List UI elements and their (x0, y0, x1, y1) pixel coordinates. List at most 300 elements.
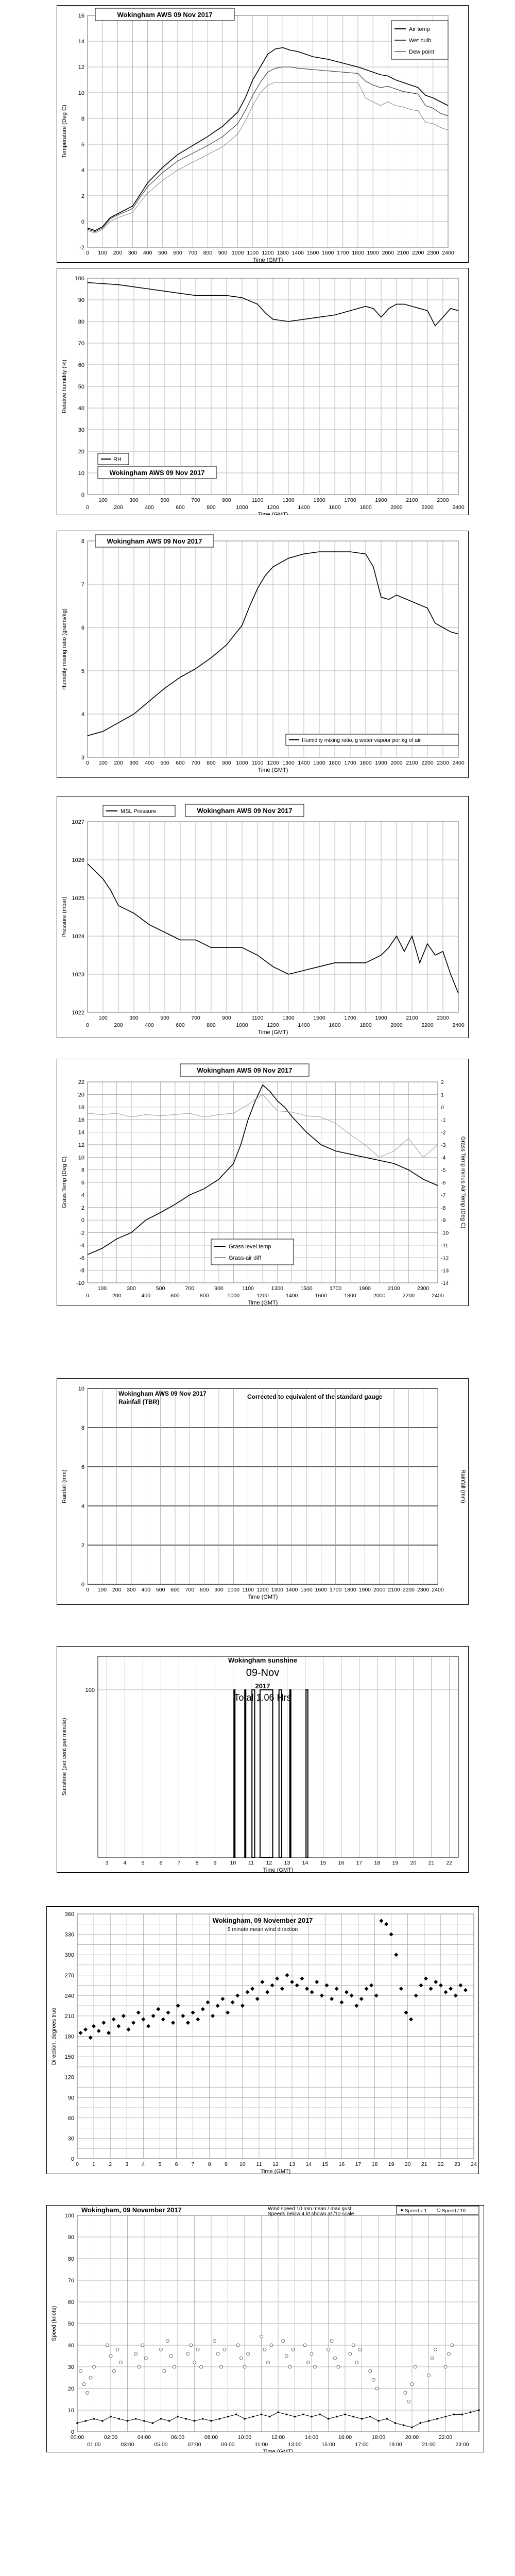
x-tick-label: 1200 (256, 1587, 269, 1593)
x-tick-label: 2200 (402, 1293, 415, 1299)
x-tick-label: 11:00 (254, 2442, 268, 2448)
y-tick-label-right: -8 (441, 1205, 446, 1211)
x-tick-label: 900 (222, 1015, 231, 1021)
x-tick-label: 2100 (388, 1285, 400, 1292)
x-tick-label: 300 (129, 760, 139, 766)
y-tick-label: 300 (64, 1952, 74, 1959)
y-tick-label: 5 (81, 668, 84, 674)
x-tick-label: 600 (170, 1587, 180, 1593)
legend-swatch (437, 2209, 440, 2212)
x-tick-label: 900 (214, 1587, 224, 1593)
y-tick-label: 1022 (72, 1010, 84, 1016)
y-tick-label: 80 (78, 319, 84, 325)
x-tick-label: 300 (129, 1015, 139, 1021)
x-axis-label: Time (GMT) (260, 2168, 291, 2174)
wind-direction-chart (46, 1906, 479, 2174)
data-point (352, 2344, 355, 2347)
x-tick-label: 07:00 (187, 2442, 201, 2448)
x-tick-label: 15 (322, 2161, 329, 2167)
x-tick-label: 2400 (442, 250, 454, 256)
data-point (444, 2365, 447, 2368)
x-tick-label: 20:00 (405, 2434, 419, 2441)
x-tick-label: 19 (392, 1860, 399, 1866)
x-tick-label: 2300 (427, 250, 439, 256)
y-tick-label: 10 (78, 1386, 84, 1392)
legend-label: Speed x 1 (405, 2208, 427, 2214)
x-tick-label: 6 (159, 1860, 163, 1866)
x-tick-label: 08:00 (204, 2434, 218, 2441)
x-tick-label: 10:00 (237, 2434, 252, 2441)
legend-label: Speed / 10 (442, 2208, 466, 2214)
x-tick-label: 06:00 (170, 2434, 185, 2441)
y-tick-label: 0 (81, 492, 84, 498)
y-tick-label: 240 (64, 1993, 74, 1999)
x-tick-label: 1500 (313, 760, 325, 766)
data-point (190, 2344, 193, 2347)
x-tick-label: 100 (97, 1587, 107, 1593)
legend-swatch (401, 2209, 403, 2211)
data-point (193, 2361, 196, 2364)
x-tick-label: 100 (98, 497, 108, 503)
y-tick-label: 4 (81, 1192, 84, 1199)
plot-area (98, 1656, 458, 1857)
x-tick-label: 700 (185, 1587, 195, 1593)
y-tick-label: 0 (81, 1217, 84, 1224)
y-tick-label: 40 (67, 2343, 74, 2349)
y-tick-label: -2 (79, 245, 84, 251)
x-tick-label: 21 (428, 1860, 435, 1866)
x-tick-label: 500 (158, 250, 167, 256)
rainfall-chart-panel (57, 1378, 469, 1605)
x-tick-label: 20 (410, 1860, 417, 1866)
data-point (106, 2344, 109, 2347)
legend-label: Dew point (409, 49, 434, 55)
x-tick-label: 1900 (367, 250, 379, 256)
chart-annotation: Corrected to equivalent of the standard gauge (247, 1393, 383, 1400)
humidity-chart-panel (57, 268, 469, 515)
x-tick-label: 1200 (256, 1293, 269, 1299)
x-tick-label: 500 (160, 760, 169, 766)
x-tick-label: 100 (98, 250, 107, 256)
chart-title: Wokingham AWS 09 Nov 2017 (197, 1066, 293, 1074)
y-tick-label-right: -6 (441, 1180, 446, 1186)
x-tick-label: 1200 (267, 504, 279, 511)
legend-label: Air temp (409, 26, 430, 32)
chart-title: Wokingham sunshine (228, 1656, 298, 1664)
x-tick-label: 8 (195, 1860, 199, 1866)
y-tick-label: -10 (76, 1280, 84, 1286)
y-tick-label-right: -10 (441, 1230, 449, 1236)
y-tick-label: 2 (81, 1205, 84, 1211)
y-tick-label: 20 (78, 449, 84, 455)
x-tick-label: 500 (160, 1015, 169, 1021)
x-tick-label: 2100 (406, 1015, 418, 1021)
x-tick-label: 2000 (390, 1022, 403, 1028)
x-tick-label: 2000 (382, 250, 394, 256)
y-tick-label: 60 (67, 2115, 74, 2122)
x-tick-label: 1000 (236, 504, 248, 511)
y-tick-label-right: -7 (441, 1192, 446, 1199)
y-tick-label: 1024 (72, 934, 84, 940)
x-tick-label: 1000 (227, 1587, 240, 1593)
x-tick-label: 01:00 (87, 2442, 101, 2448)
x-tick-label: 300 (127, 1587, 136, 1593)
x-tick-label: 1800 (344, 1293, 356, 1299)
x-tick-label: 400 (143, 250, 152, 256)
data-point (109, 2354, 112, 2358)
data-point (414, 2365, 417, 2368)
y-axis-label: Direction, degrees true (51, 2007, 57, 2065)
y-tick-label: 270 (64, 1972, 74, 1979)
y-tick-label: 330 (64, 1931, 74, 1938)
x-tick-label: 1400 (285, 1293, 298, 1299)
x-tick-label: 1300 (271, 1587, 284, 1593)
x-tick-label: 2200 (421, 760, 434, 766)
x-tick-label: 500 (156, 1587, 165, 1593)
x-tick-label: 1900 (375, 497, 387, 503)
x-tick-label: 600 (176, 504, 185, 511)
data-point (243, 2365, 246, 2368)
x-tick-label: 0 (86, 1293, 89, 1299)
x-tick-label: 1100 (242, 1587, 254, 1593)
y-axis-label: Rainfall (mm) (61, 1469, 67, 1503)
chart-subtitle: 09-Nov (246, 1667, 280, 1679)
x-tick-label: 1300 (282, 497, 295, 503)
x-tick-label: 400 (145, 760, 154, 766)
data-point (358, 2348, 362, 2351)
x-tick-label: 1500 (313, 1015, 325, 1021)
data-point (166, 2340, 169, 2343)
chart-subtitle: Rainfall (TBR) (118, 1398, 160, 1405)
legend-label: MSL Pressure (121, 808, 157, 815)
y-tick-label: 0 (81, 1582, 84, 1588)
data-point (327, 2348, 330, 2351)
x-tick-label: 2100 (406, 497, 418, 503)
y-tick-label: 120 (64, 2074, 74, 2081)
mixing-ratio-chart-panel (57, 531, 469, 778)
x-tick-label: 2100 (406, 760, 418, 766)
x-tick-label: 1600 (329, 760, 341, 766)
x-tick-label: 20 (404, 2161, 411, 2167)
x-tick-label: 700 (191, 497, 200, 503)
x-tick-label: 14 (305, 2161, 312, 2167)
x-tick-label: 16 (338, 2161, 345, 2167)
x-tick-label: 02:00 (104, 2434, 118, 2441)
y-tick-label: -8 (79, 1267, 84, 1274)
x-tick-label: 100 (98, 1015, 108, 1021)
wind-direction-chart-panel (46, 1906, 479, 2174)
x-tick-label: 800 (207, 760, 216, 766)
x-tick-label: 1100 (251, 497, 264, 503)
data-point (267, 2361, 270, 2364)
x-tick-label: 200 (113, 250, 123, 256)
x-tick-label: 1200 (262, 250, 274, 256)
y-tick-label-right: 1 (441, 1092, 444, 1098)
x-tick-label: 800 (207, 1022, 216, 1028)
y-tick-label: 0 (71, 2429, 74, 2435)
chart-title: Wokingham AWS 09 Nov 2017 (197, 807, 293, 815)
y-tick-label: 1023 (72, 972, 84, 978)
x-axis-label: Time (GMT) (258, 1029, 288, 1036)
x-tick-label: 1200 (267, 760, 279, 766)
y-tick-label: 6 (81, 1464, 84, 1470)
x-tick-label: 15:00 (321, 2442, 335, 2448)
data-point (86, 2391, 89, 2394)
data-point (303, 2344, 306, 2347)
x-tick-label: 09:00 (221, 2442, 235, 2448)
y-tick-label-right: -9 (441, 1217, 446, 1224)
x-tick-label: 700 (185, 1285, 195, 1292)
x-tick-label: 2200 (421, 1022, 434, 1028)
x-tick-label: 2 (109, 2161, 112, 2167)
x-tick-label: 18 (371, 2161, 378, 2167)
data-point (434, 2348, 437, 2351)
x-tick-label: 7 (177, 1860, 181, 1866)
data-point (93, 2365, 96, 2368)
y-axis-label: Grass Temp (Deg C) (61, 1156, 67, 1209)
x-axis-label: Time (GMT) (263, 2449, 294, 2452)
data-point (89, 2376, 92, 2379)
x-tick-label: 1400 (298, 504, 310, 511)
wind-speed-chart (46, 2205, 484, 2452)
x-tick-label: 00:00 (70, 2434, 84, 2441)
temperature-chart-panel (57, 5, 469, 263)
y-tick-label: 6 (81, 1180, 84, 1186)
x-tick-label: 14:00 (304, 2434, 319, 2441)
x-tick-label: 2300 (417, 1285, 430, 1292)
x-tick-label: 700 (188, 250, 197, 256)
x-tick-label: 1900 (375, 760, 387, 766)
y-tick-label: 12 (78, 1142, 84, 1148)
x-tick-label: 0 (86, 250, 89, 256)
y-axis-label: Humidity mixing ratio (grams/kg) (61, 608, 67, 690)
x-tick-label: 1600 (321, 250, 334, 256)
x-tick-label: 24 (471, 2161, 477, 2167)
data-point (310, 2352, 313, 2355)
x-tick-label: 03:00 (121, 2442, 134, 2448)
x-tick-label: 1700 (344, 760, 356, 766)
y-axis-label: Relative humidity (%) (61, 360, 67, 413)
y-tick-label: 2 (81, 1543, 84, 1549)
x-tick-label: 1900 (375, 1015, 387, 1021)
x-tick-label: 13:00 (288, 2442, 302, 2448)
x-tick-label: 1500 (300, 1587, 313, 1593)
data-point (307, 2361, 310, 2364)
x-tick-label: 8 (208, 2161, 211, 2167)
y-axis-label: Pressure (mbar) (61, 896, 67, 938)
y-tick-label-right: -14 (441, 1280, 449, 1286)
y-tick-label: 4 (81, 1503, 84, 1510)
x-tick-label: 200 (114, 760, 123, 766)
y-tick-label: 16 (78, 13, 84, 19)
x-tick-label: 1300 (282, 1015, 295, 1021)
y-tick-label: 180 (64, 2033, 74, 2040)
x-tick-label: 4 (123, 1860, 127, 1866)
x-tick-label: 21 (421, 2161, 427, 2167)
y-tick-label-right: -1 (441, 1117, 446, 1124)
y-tick-label: -4 (79, 1242, 84, 1249)
x-tick-label: 1700 (344, 497, 356, 503)
x-tick-label: 800 (207, 504, 216, 511)
x-tick-label: 1400 (291, 250, 304, 256)
y-tick-label: 0 (71, 2156, 74, 2162)
x-tick-label: 600 (173, 250, 182, 256)
data-point (337, 2365, 340, 2368)
data-point (285, 2354, 288, 2358)
x-tick-label: 2200 (421, 504, 434, 511)
data-point (263, 2348, 266, 2351)
x-tick-label: 1600 (329, 1022, 341, 1028)
wind-speed-chart-panel (46, 2205, 484, 2452)
data-point (134, 2352, 138, 2355)
y-tick-label: 60 (78, 362, 84, 368)
data-point (427, 2374, 431, 2377)
x-tick-label: 19:00 (388, 2442, 402, 2448)
x-tick-label: 300 (127, 1285, 136, 1292)
x-tick-label: 2200 (402, 1587, 415, 1593)
x-tick-label: 16:00 (338, 2434, 352, 2441)
x-tick-label: 22 (437, 2161, 444, 2167)
x-tick-label: 05:00 (154, 2442, 168, 2448)
x-tick-label: 1100 (251, 760, 264, 766)
y-tick-label: 70 (67, 2278, 74, 2284)
x-tick-label: 500 (160, 497, 169, 503)
x-tick-label: 23:00 (455, 2442, 469, 2448)
x-axis-label: Time (GMT) (258, 512, 288, 515)
y-tick-label: 210 (64, 2013, 74, 2020)
y-axis-label: Speed (knots) (51, 2306, 57, 2342)
x-tick-label: 7 (191, 2161, 195, 2167)
x-tick-label: 1500 (313, 497, 325, 503)
chart-title: Wokingham, 09 November 2017 (81, 2206, 182, 2214)
x-tick-label: 4 (142, 2161, 145, 2167)
x-tick-label: 800 (203, 250, 213, 256)
data-point (355, 2361, 358, 2364)
x-tick-label: 1800 (359, 504, 372, 511)
y-tick-label: 0 (81, 219, 84, 225)
legend-label: Grass-air diff (229, 1255, 261, 1261)
y-axis-label-right: Grass Temp minus Air Temp (Deg C) (460, 1136, 466, 1229)
x-tick-label: 22 (446, 1860, 453, 1866)
x-tick-label: 3 (105, 1860, 109, 1866)
x-tick-label: 1500 (306, 250, 319, 256)
grass-chart-panel (57, 1059, 469, 1306)
x-tick-label: 900 (222, 497, 231, 503)
x-tick-label: 1600 (315, 1293, 328, 1299)
data-point (431, 2357, 434, 2360)
y-tick-label: 150 (64, 2054, 74, 2061)
x-tick-label: 0 (86, 504, 89, 511)
y-tick-label-right: -4 (441, 1155, 446, 1161)
y-tick-label: 1025 (72, 895, 84, 902)
x-tick-label: 1800 (352, 250, 364, 256)
x-tick-label: 2000 (390, 504, 403, 511)
data-point (349, 2352, 352, 2355)
x-tick-label: 6 (175, 2161, 178, 2167)
y-tick-label: 14 (78, 1129, 84, 1136)
x-tick-label: 1600 (315, 1587, 328, 1593)
x-tick-label: 2000 (390, 760, 403, 766)
sunshine-chart-panel (57, 1646, 469, 1873)
x-tick-label: 10 (230, 1860, 236, 1866)
y-tick-label: -6 (79, 1255, 84, 1262)
y-tick-label: 70 (78, 341, 84, 347)
x-tick-label: 1400 (285, 1587, 298, 1593)
data-point (407, 2400, 410, 2403)
pressure-chart (57, 796, 469, 1038)
y-tick-label: 8 (81, 1425, 84, 1431)
y-axis-label: Sunshine (per cent per minute) (61, 1718, 67, 1796)
x-tick-label: 0 (76, 2161, 79, 2167)
x-tick-label: 2400 (452, 504, 465, 511)
x-tick-label: 2200 (411, 250, 424, 256)
data-point (79, 2369, 82, 2372)
y-tick-label: 6 (81, 625, 84, 631)
x-tick-label: 900 (222, 760, 231, 766)
x-tick-label: 21:00 (422, 2442, 436, 2448)
legend-label: RH (113, 456, 122, 463)
x-tick-label: 1800 (359, 1022, 372, 1028)
data-point (451, 2344, 454, 2347)
y-tick-label: 50 (67, 2321, 74, 2327)
x-axis-label: Time (GMT) (247, 1300, 278, 1306)
x-tick-label: 10 (239, 2161, 246, 2167)
data-point (404, 2391, 407, 2394)
y-axis-label-right: Rainfall (mm) (460, 1469, 466, 1503)
y-tick-label-right: -11 (441, 1242, 449, 1249)
y-tick-label: 3 (81, 755, 84, 761)
data-point (314, 2365, 317, 2368)
y-tick-label: 40 (78, 405, 84, 412)
x-tick-label: 600 (176, 1022, 185, 1028)
x-tick-label: 200 (114, 1022, 123, 1028)
data-point (330, 2340, 333, 2343)
x-tick-label: 5 (158, 2161, 162, 2167)
y-tick-label-right: -2 (441, 1129, 446, 1136)
x-tick-label: 1000 (231, 250, 244, 256)
y-tick-label: 1026 (72, 857, 84, 863)
x-tick-label: 1800 (359, 760, 372, 766)
data-point (196, 2348, 199, 2351)
data-point (82, 2383, 85, 2386)
data-point (144, 2357, 147, 2360)
x-tick-label: 400 (141, 1587, 151, 1593)
x-tick-label: 13 (289, 2161, 295, 2167)
x-tick-label: 2300 (417, 1587, 430, 1593)
y-tick-label: 30 (78, 427, 84, 433)
x-tick-label: 13 (284, 1860, 290, 1866)
data-point (113, 2369, 116, 2372)
chart-total: Total 1.06 Hrs (234, 1692, 291, 1703)
x-tick-label: 200 (112, 1587, 122, 1593)
x-tick-label: 1100 (242, 1285, 254, 1292)
y-tick-label: 8 (81, 1167, 84, 1174)
temperature-chart (57, 5, 469, 263)
y-tick-label: 100 (75, 276, 84, 282)
x-tick-label: 1000 (227, 1293, 240, 1299)
x-tick-label: 1100 (251, 1015, 264, 1021)
x-tick-label: 2400 (432, 1293, 444, 1299)
x-tick-label: 3 (125, 2161, 129, 2167)
pressure-chart-panel (57, 796, 469, 1038)
humidity-chart (57, 268, 469, 515)
x-tick-label: 2000 (373, 1587, 386, 1593)
chart-year: 2017 (255, 1682, 270, 1690)
x-tick-label: 22:00 (438, 2434, 453, 2441)
y-tick-label: 8 (81, 116, 84, 122)
data-point (260, 2335, 263, 2338)
data-point (288, 2365, 291, 2368)
